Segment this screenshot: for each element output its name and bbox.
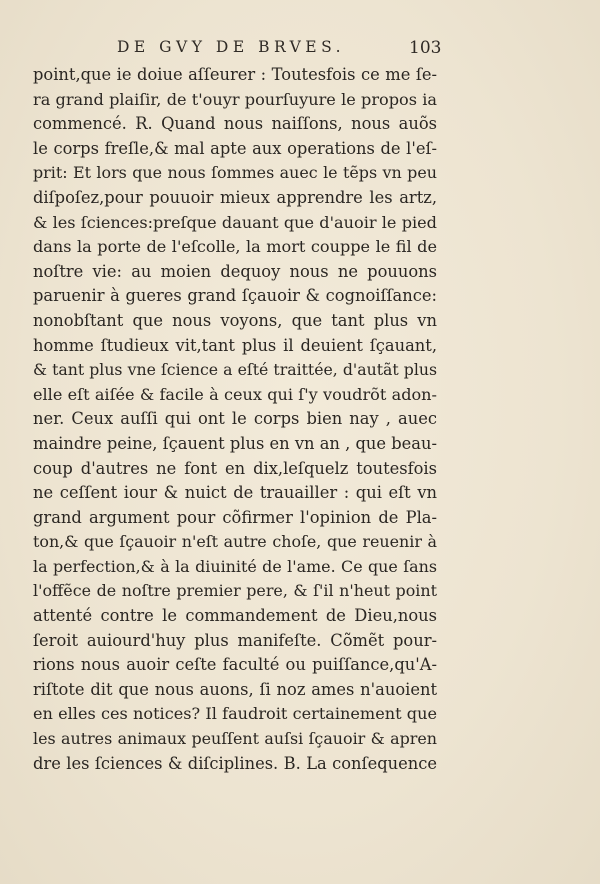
text-line: noſtre vie: au moien dequoy nous ne pouuons bbox=[33, 261, 437, 281]
text-line: la perfection,& à la diuinité de l'ame. Ce que ſans bbox=[33, 556, 437, 576]
text-line: point,que ie doiue aſſeurer : Toutesfois ce me ſe- bbox=[33, 65, 437, 84]
text-line: rions nous auoir ceſte faculté ou puiſſance,qu'A- bbox=[33, 655, 437, 675]
text-line: & tant plus vne ſcience a eſté traittée, d'autãt plus bbox=[33, 360, 437, 380]
text-line: prit: Et lors que nous ſommes auec le tẽps vn peu bbox=[33, 163, 437, 183]
text-line: & les ſciences:preſque dauant que d'auoir le pied bbox=[33, 212, 437, 232]
text-line: coup d'autres ne font en dix,leſquelz toutesfois bbox=[33, 458, 437, 478]
text-line: ſeroit auiourd'huy plus manifeſte. Cõmẽt pour- bbox=[33, 630, 437, 650]
text-line: ner. Ceux auſſi qui ont le corps bien nay , auec bbox=[33, 409, 437, 429]
text-line: ra grand plaiſir, de t'ouyr pourſuyure le propos ia bbox=[33, 89, 437, 109]
text-line: en elles ces notices? Il faudroit certainement que bbox=[33, 704, 437, 724]
text-line: dre les ſciences & diſciplines. B. La conſequence bbox=[33, 753, 437, 773]
text-line: maindre peine, ſçauent plus en vn an , que beau- bbox=[33, 433, 437, 453]
text-line: le corps freſle,& mal apte aux operations de l'eſ- bbox=[33, 138, 437, 158]
running-title: DE GVY DE BRVES. bbox=[117, 38, 346, 56]
text-line: les autres animaux peuſſent auſsi ſçauoir & apren bbox=[33, 729, 437, 749]
text-line: commencé. R. Quand nous naiſſons, nous auõs bbox=[33, 114, 437, 134]
text-line: paruenir à gueres grand ſçauoir & cognoiſſance: bbox=[33, 286, 437, 306]
text-line: riſtote dit que nous auons, ſi noz ames n'auoient bbox=[33, 679, 437, 699]
text-line: dans la porte de l'eſcolle, la mort couppe le fil de bbox=[33, 237, 437, 257]
text-line: grand argument pour cõfirmer l'opinion de Pla- bbox=[33, 507, 437, 527]
text-line: homme ſtudieux vit,tant plus il deuient ſçauant, bbox=[33, 335, 437, 355]
text-line: diſpoſez,pour pouuoir mieux apprendre les artz, bbox=[33, 187, 437, 207]
page-number: 103 bbox=[409, 38, 442, 58]
text-line: ne ceſſent iour & nuict de trauailler : qui eſt vn bbox=[33, 483, 437, 503]
body-text bbox=[33, 63, 437, 776]
text-line: attenté contre le commandement de Dieu,nous bbox=[33, 606, 437, 626]
text-line: elle eſt aiſée & facile à ceux qui ſ'y voudrõt adon- bbox=[33, 384, 437, 404]
text-line: ton,& que ſçauoir n'eſt autre choſe, que reuenir à bbox=[33, 532, 437, 552]
text-line: nonobſtant que nous voyons, que tant plus vn bbox=[33, 310, 437, 330]
text-line: l'offẽce de noſtre premier pere, & ſ'il n'heut point bbox=[33, 581, 437, 601]
